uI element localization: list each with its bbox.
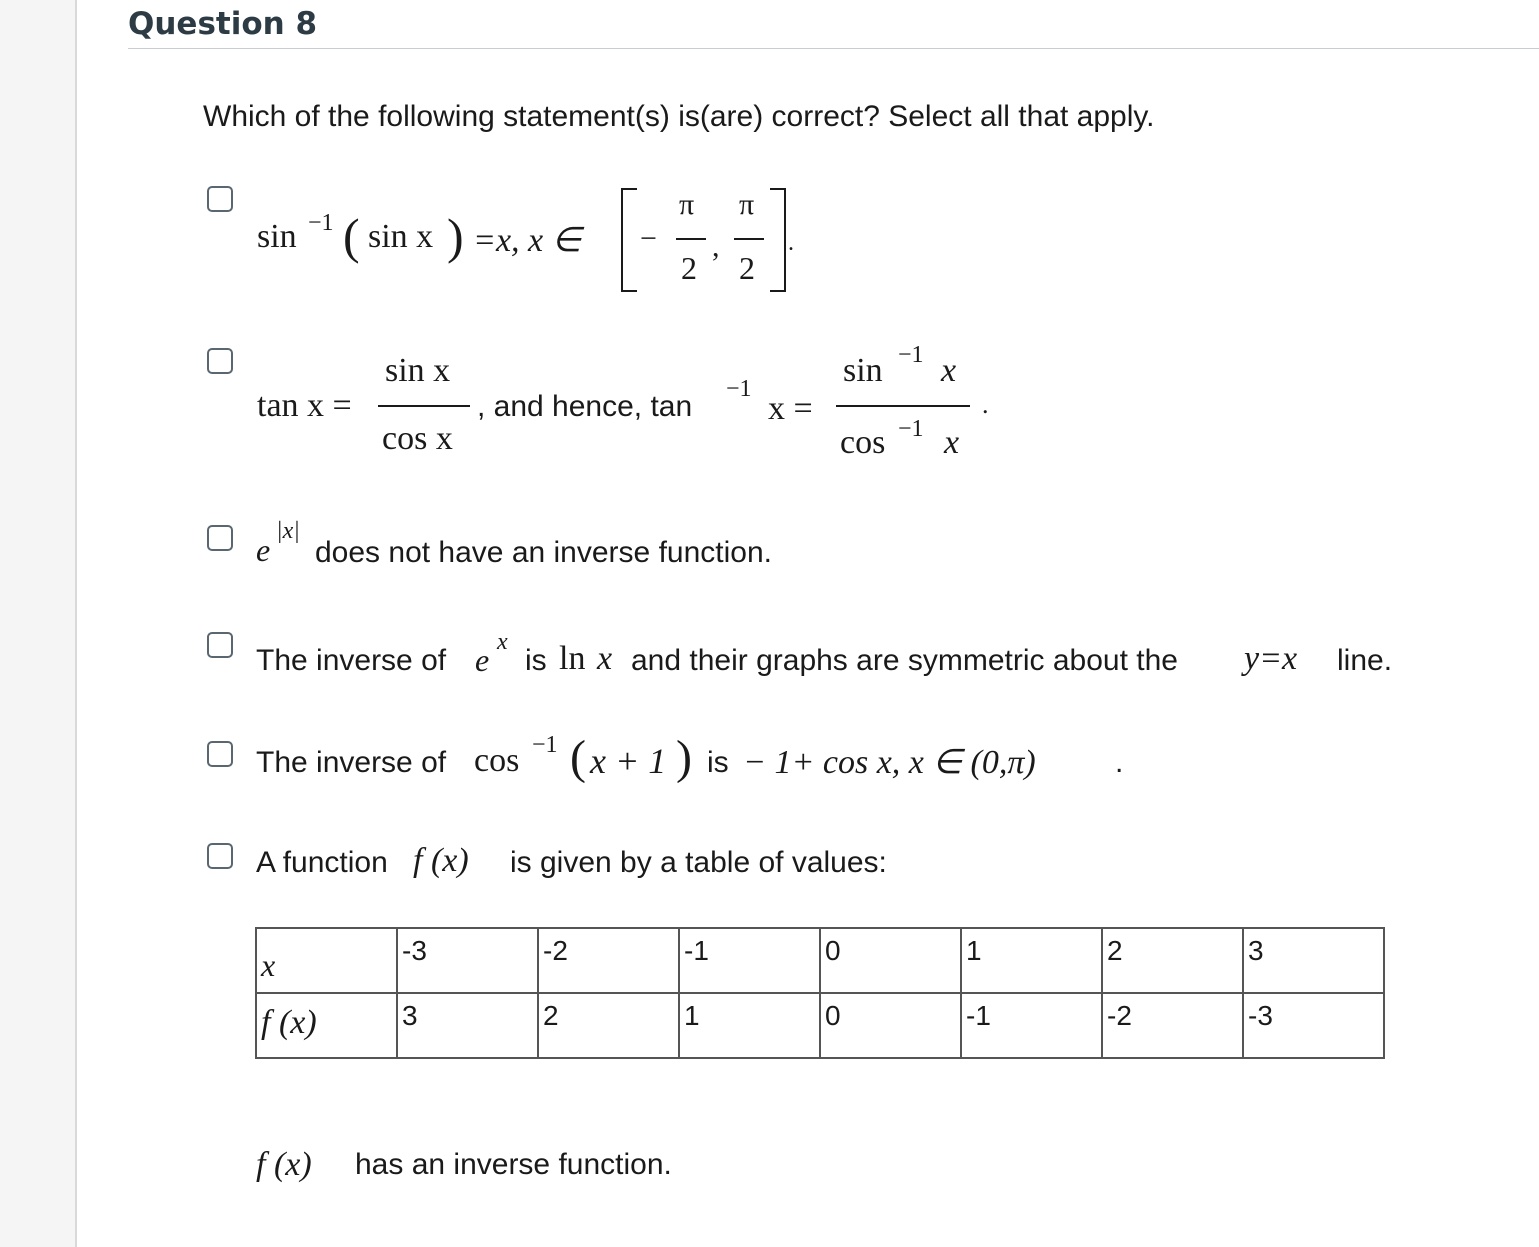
o3-text: does not have an inverse function. — [315, 536, 772, 569]
table-cell: 0 — [820, 928, 961, 993]
o2-neg1: −1 — [726, 376, 752, 402]
o1-pi2: π — [739, 188, 755, 221]
o5-period: . — [1115, 746, 1124, 779]
o2-tan-eq: tan x = — [257, 387, 352, 424]
o2-num2-a: sin — [843, 352, 883, 389]
o4-e: e — [475, 642, 490, 678]
o1-rbracket — [770, 188, 786, 292]
option-3-checkbox[interactable] — [207, 525, 233, 551]
values-table — [255, 927, 1385, 1059]
o2-num2-neg: −1 — [898, 342, 924, 368]
table-row-x — [256, 928, 1384, 993]
o2-den2-a: cos — [840, 424, 886, 461]
table-cell: 3 — [397, 993, 538, 1058]
left-sidebar — [0, 0, 77, 1247]
o1-pi1: π — [679, 188, 695, 221]
question-prompt: Which of the following statement(s) is(are) correct? Select all that apply. — [203, 100, 1155, 133]
table-cell: 2 — [538, 993, 679, 1058]
o2-period: . — [982, 390, 989, 419]
o1-lbracket — [621, 188, 637, 292]
table-cell: -1 — [679, 928, 820, 993]
o4-x: x — [597, 640, 613, 677]
o1-inner: sin x — [368, 218, 434, 255]
o3-exp: |x| — [276, 518, 300, 544]
table-cell: 1 — [679, 993, 820, 1058]
o1-two1: 2 — [681, 250, 697, 286]
o3-e: e — [256, 532, 271, 568]
table-header-x: x — [256, 928, 397, 993]
footer-text: has an inverse function. — [355, 1148, 672, 1181]
o2-den2-x: x — [944, 424, 960, 461]
o2-x-eq: x = — [768, 390, 813, 427]
o5-expr: − 1+ cos x, x ∈ (0,π) — [743, 744, 1036, 781]
o1-two2: 2 — [739, 250, 755, 286]
o1-lparen: ( — [343, 208, 360, 264]
o4-yx: y=x — [1244, 640, 1298, 677]
o2-num1: sin x — [385, 352, 451, 389]
o4-exp: x — [497, 629, 508, 655]
option-6-checkbox[interactable] — [207, 843, 233, 869]
option-4-checkbox[interactable] — [207, 632, 233, 658]
table-cell: -3 — [1243, 993, 1384, 1058]
table-cell: -2 — [1102, 993, 1243, 1058]
o4-t4: line. — [1337, 644, 1393, 677]
o4-ln: ln — [559, 640, 586, 677]
o1-rparen: ) — [447, 208, 464, 264]
footer-fx: f (x) — [256, 1146, 312, 1183]
o5-t1: The inverse of — [256, 746, 447, 779]
o6-fx: f (x) — [413, 842, 469, 879]
o2-mid-text: , and hence, tan — [477, 390, 693, 423]
o2-num2-x: x — [941, 352, 957, 389]
o1-eq: =x, x ∈ — [473, 222, 582, 259]
o4-t2: is — [525, 644, 547, 677]
table-cell: 1 — [961, 928, 1102, 993]
o5-cos: cos — [474, 742, 520, 779]
o1-neg1: −1 — [308, 210, 334, 236]
o1-sin: sin — [257, 218, 297, 255]
o5-neg1: −1 — [532, 732, 558, 758]
table-cell: 2 — [1102, 928, 1243, 993]
o2-den2-neg: −1 — [898, 416, 924, 442]
o5-arg: x + 1 — [590, 741, 667, 781]
o2-den1: cos x — [382, 420, 453, 457]
o4-t1: The inverse of — [256, 644, 447, 677]
table-cell: -2 — [538, 928, 679, 993]
table-cell: -3 — [397, 928, 538, 993]
table-row-fx — [256, 993, 1384, 1058]
table-cell: -1 — [961, 993, 1102, 1058]
o4-t3: and their graphs are symmetric about the — [631, 644, 1178, 677]
table-cell: 0 — [820, 993, 961, 1058]
title-divider — [128, 48, 1539, 49]
table-header-fx: f (x) — [256, 993, 397, 1058]
question-title: Question 8 — [128, 6, 318, 42]
option-2-checkbox[interactable] — [207, 348, 233, 374]
o5-t2: is — [707, 746, 729, 779]
table-cell: 3 — [1243, 928, 1384, 993]
option-1-checkbox[interactable] — [207, 186, 233, 212]
option-5-checkbox[interactable] — [207, 741, 233, 767]
o6-t1: A function — [256, 846, 388, 879]
o6-t2: is given by a table of values: — [510, 846, 887, 879]
